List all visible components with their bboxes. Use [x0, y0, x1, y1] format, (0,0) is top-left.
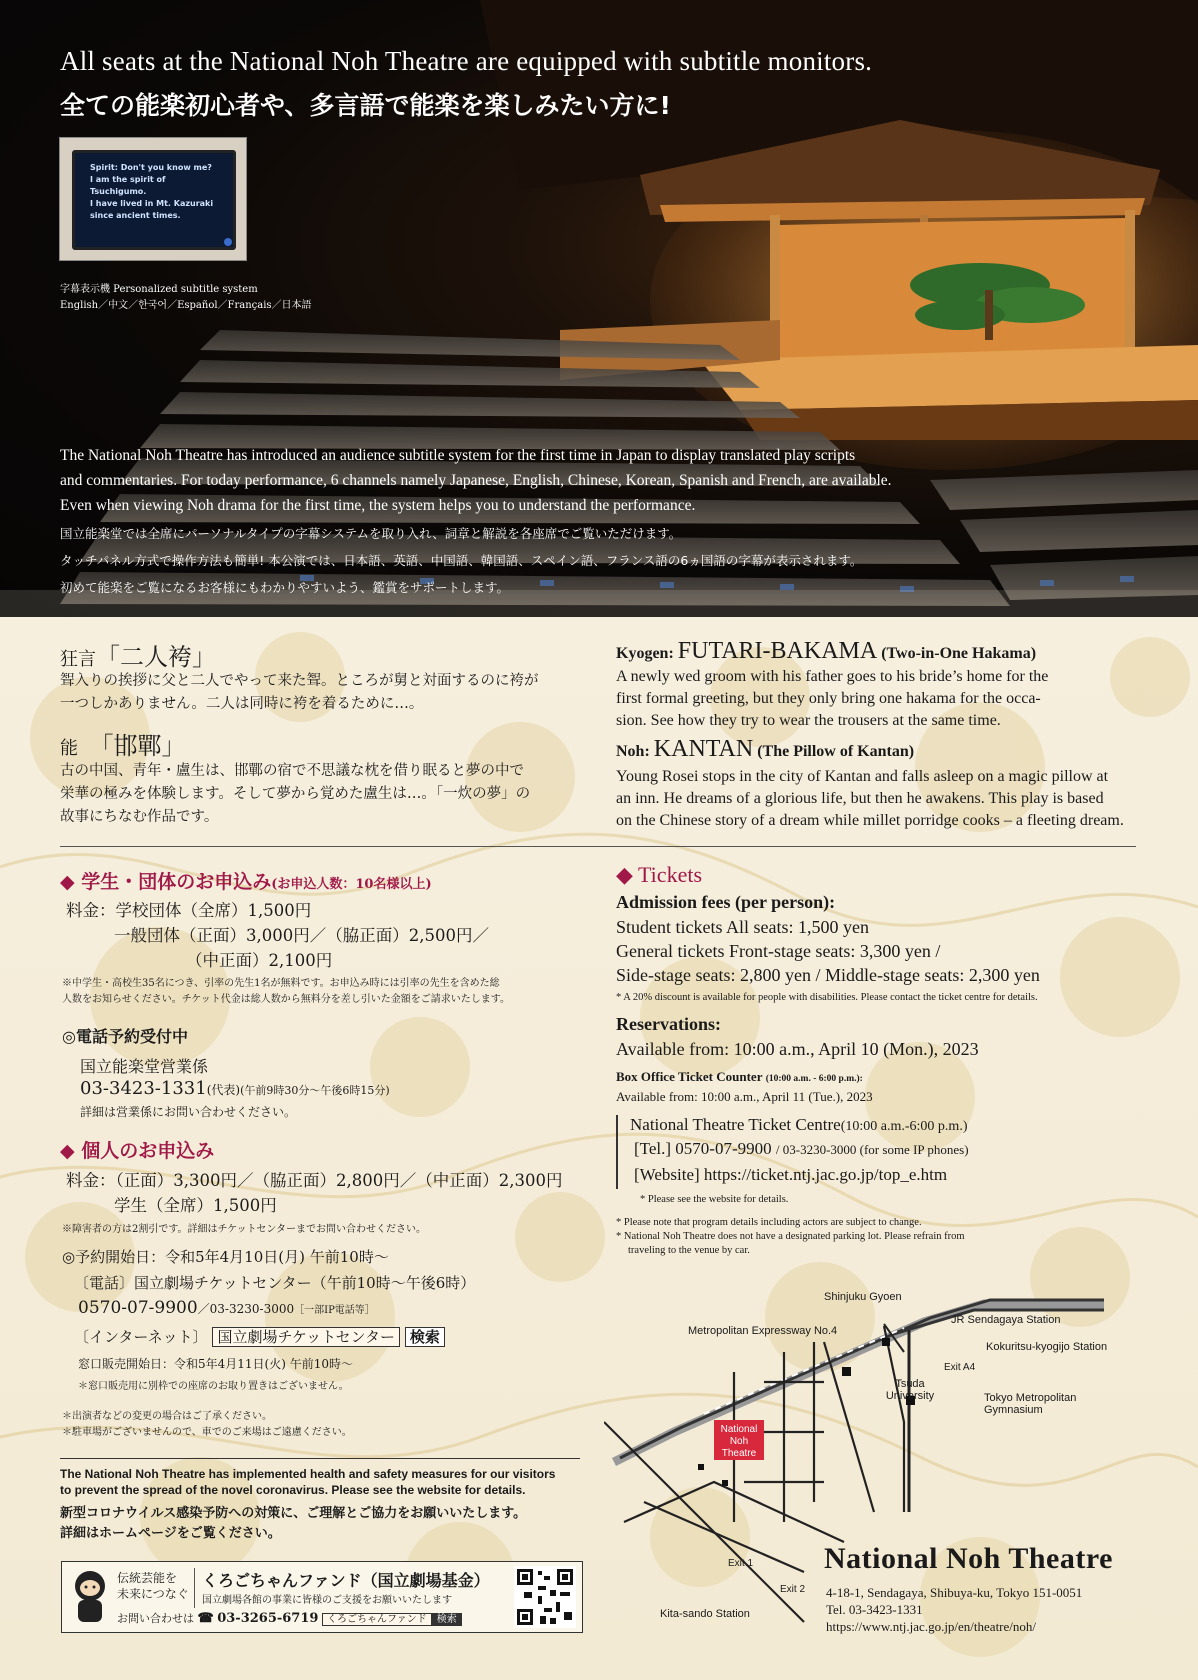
- phone-dept: 国立能楽堂営業係: [80, 1057, 209, 1076]
- box-office-date: Available from: 10:00 a.m., April 11 (Tue.), 2023: [616, 1089, 873, 1104]
- noh-genre-jp: 能: [60, 738, 78, 759]
- fund-title: くろごちゃんファンド（国立劇場基金）: [202, 1571, 490, 1590]
- reservations-date: Available from: 10:00 a.m., April 10 (Mon.), 2023: [616, 1039, 979, 1059]
- covid-notice-jp: [60, 1504, 526, 1544]
- fund-phone[interactable]: 03-3265-6719: [217, 1611, 319, 1626]
- intro-line: Even when viewing Noh drama for the first time, the system helps you to understand the performance.: [60, 497, 696, 514]
- note-line: traveling to the venue by car.: [628, 1245, 750, 1256]
- noh-name-jp: 「邯鄲」: [89, 732, 186, 760]
- fund-contact: [117, 1610, 462, 1626]
- fund-tag-line: 伝統芸能を: [117, 1571, 178, 1585]
- intro-paragraph-english: [60, 443, 892, 518]
- noh-name-en: KANTAN: [653, 736, 754, 762]
- fund-search-box[interactable]: くろごちゃんファンド: [322, 1613, 432, 1626]
- desc-line: 栄華の極みを体験します。そして夢から覚めた盧生は…。「一炊の夢」の: [60, 786, 531, 802]
- map-label-shinjuku: Shinjuku Gyoen: [824, 1291, 902, 1303]
- box-office-hours: (10:00 a.m. - 6:00 p.m.):: [765, 1074, 863, 1084]
- covid-line: 詳細はホームページをご覧ください。: [60, 1526, 281, 1541]
- fee-line: 料金：（正面）3,300円／（脇正面）2,800円／（中正面）2,300円: [66, 1171, 563, 1190]
- subtitle-monitor-photo: [59, 137, 247, 261]
- individual-notes: [62, 1409, 352, 1441]
- noh-marker-label: Noh: [729, 1436, 749, 1447]
- kyogen-desc-jp: [60, 670, 539, 716]
- desc-line: 故事にちなむ作品です。: [60, 809, 219, 825]
- theatre-contact: [826, 1584, 1082, 1635]
- desc-line: 古の中国、青年・盧生は、邯鄲の宿で不思議な枕を借り眠ると夢の中で: [60, 763, 524, 779]
- monitor-button-icon: [224, 238, 232, 246]
- ticket-tel[interactable]: [Tel.] 0570-07-9900: [634, 1139, 772, 1158]
- map-label-jr: JR Sendagaya Station: [951, 1314, 1061, 1326]
- kyogen-name-jp: 「二人袴」: [96, 643, 216, 671]
- kurogo-mascot-icon: [70, 1568, 110, 1626]
- desc-line: first formal greeting, but they only bring one hakama for the occa-: [616, 690, 1041, 707]
- desc-line: on the Chinese story of a dream while millet porridge cooks – a fleeting dream.: [616, 812, 1124, 829]
- noh-title-jp: [60, 726, 185, 761]
- hero-photo-section: [0, 0, 1198, 617]
- phone-heading: ◎電話予約受付中: [62, 1027, 188, 1046]
- phone-note: 詳細は営業係にお問い合わせください。: [80, 1105, 297, 1119]
- ticket-centre-search-box[interactable]: 国立劇場チケットセンター: [212, 1327, 400, 1347]
- fee-line: 料金：学校団体（全席）1,500円: [66, 901, 312, 920]
- intro-line-jp: 国立能楽堂では全席にパーソナルタイプの字幕システムを取り入れ、詞章と解説を各座席でご覧いただけます。: [60, 526, 682, 541]
- intro-line-jp: タッチパネル方式で操作方法も簡単! 本公演では、日本語、英語、中国語、韓国語、スペイン語、フランス語の6ヵ国語の字幕が表示されます。: [60, 553, 863, 568]
- ticket-centre-bar: [616, 1115, 618, 1189]
- desc-line: Young Rosei stops in the city of Kantan and falls asleep on a magic pillow at: [616, 768, 1109, 785]
- monitor-line: since ancient times.: [90, 211, 181, 220]
- fund-tagline: [117, 1570, 189, 1602]
- kyogen-genre-en: Kyogen:: [616, 645, 674, 662]
- note-line: ＊駐車場がございませんので、車でのご来場はご遠慮ください。: [62, 1427, 352, 1438]
- covid-line: The National Noh Theatre has implemented health and safety measures for our visitors: [60, 1467, 556, 1481]
- map-label-exit1: Exit 1: [728, 1558, 754, 1569]
- theatre-url[interactable]: https://www.ntj.jac.go.jp/en/theatre/noh/: [826, 1619, 1037, 1634]
- desc-line: an inn. He dreams of a glorious life, but then he awakens. This play is based: [616, 790, 1104, 807]
- covid-line: to prevent the spread of the novel coronavirus. Please see the website for details.: [60, 1483, 526, 1497]
- phone-icon: ☎: [197, 1611, 214, 1626]
- group-booking-heading: [60, 867, 432, 894]
- intro-line: The National Noh Theatre has introduced an audience subtitle system for the first time in Japan to display translated play scripts: [60, 447, 856, 464]
- kyogen-subtitle-en: (Two-in-One Hakama): [881, 645, 1037, 662]
- noh-desc-en: [616, 766, 1124, 832]
- desc-line: 聟入りの挨拶に父と二人でやって来た聟。ところが舅と対面するのに袴が: [60, 673, 539, 689]
- kyogen-title-jp: [60, 637, 216, 672]
- map-label-tsuda: Tsuda University: [885, 1378, 935, 1402]
- theatre-name: National Noh Theatre: [824, 1542, 1113, 1575]
- window-note: ＊窓口販売用に別枠での座席のお取り置きはございません。: [78, 1381, 349, 1392]
- monitor-caption: 字幕表示機 Personalized subtitle system: [60, 284, 258, 295]
- desc-line: sion. See how they try to wear the trousers at the same time.: [616, 712, 1001, 729]
- ticket-fees: [616, 915, 1040, 987]
- reservations-heading: Reservations:: [616, 1014, 721, 1034]
- tsuda-marker: [842, 1367, 851, 1376]
- noh-genre-en: Noh:: [616, 743, 650, 760]
- map-label-kita-sando: Kita-sando Station: [660, 1608, 750, 1620]
- note-line: ＊出演者などの変更の場合はご了承ください。: [62, 1411, 272, 1422]
- note-line: * Please note that program details including actors are subject to change.: [616, 1217, 922, 1228]
- intro-line: and commentaries. For today performance, 6 channels namely Japanese, English, Chinese, Korean, Spanish and French, are available.: [60, 472, 892, 489]
- monitor-line: I am the spirit of Tsuchigumo.: [90, 175, 166, 196]
- fee-line: 学生（全席）1,500円: [114, 1196, 277, 1215]
- ticket-tel-alt[interactable]: / 03-3230-3000 (for some IP phones): [775, 1142, 969, 1157]
- map-label-gym: Tokyo Metropolitan Gymnasium: [984, 1392, 1077, 1416]
- exit2-marker: [722, 1480, 728, 1486]
- fund-contact-label: お問い合わせは: [117, 1612, 194, 1625]
- group-head-small: (お申込人数：10名様以上): [271, 877, 432, 892]
- monitor-languages: English／中文／한국어／Español／Français／日本語: [60, 300, 312, 311]
- kyogen-genre-jp: 狂言: [60, 649, 96, 670]
- tickets-heading: ◆ Tickets: [616, 862, 703, 887]
- monitor-line: I have lived in Mt. Kazuraki: [90, 199, 214, 208]
- ticket-centre-tel: [634, 1139, 969, 1159]
- internet-label: 〔インターネット〕: [74, 1328, 208, 1346]
- map-label-exit2: Exit 2: [780, 1584, 806, 1595]
- note-line: * National Noh Theatre does not have a designated parking lot. Please refrain from: [616, 1231, 965, 1242]
- individual-booking-heading: ◆ 個人のお申込み: [60, 1140, 215, 1162]
- fee-line: Side-stage seats: 2,800 yen / Middle-stage seats: 2,300 yen: [616, 965, 1040, 985]
- group-head-text: ◆ 学生・団体のお申込み: [60, 871, 272, 893]
- covid-divider: [60, 1458, 580, 1459]
- headline-japanese: 全ての能楽初心者や、多言語で能楽を楽しみたい方に!: [60, 91, 671, 120]
- kurogo-fund-box: [61, 1561, 583, 1633]
- covid-notice-en: [60, 1466, 555, 1498]
- phone-number-line: [80, 1078, 390, 1099]
- individual-fees: [66, 1168, 562, 1218]
- kyogen-desc-en: [616, 666, 1048, 732]
- fund-subtitle: 国立劇場各館の事業に皆様のご支援をお願いいたします: [202, 1595, 452, 1606]
- kyogen-name-en: FUTARI-BAKAMA: [677, 638, 878, 664]
- section-divider: [60, 846, 1136, 847]
- note-line: 人数をお知らせください。チケット代金は総人数から無料分を差し引いた金額をご請求いたします。: [62, 994, 510, 1005]
- ticket-centre-title: National Theatre Ticket Centre: [630, 1115, 841, 1134]
- ticket-tel[interactable]: 0570-07-9900: [78, 1298, 198, 1318]
- note-line: ※中学生・高校生35名につき、引率の先生1名が無料です。お申込み時には引率の先生を含めた総: [62, 978, 500, 989]
- box-office-title: Box Office Ticket Counter: [616, 1069, 763, 1084]
- fee-line: 一般団体（正面）3,000円／（脇正面）2,500円／: [114, 926, 489, 945]
- group-note: [62, 976, 510, 1008]
- map-label-kokuritsu: Kokuritsu-kyogijo Station: [986, 1341, 1108, 1353]
- theatre-tel[interactable]: Tel. 03-3423-1331: [826, 1602, 923, 1617]
- tel-numbers: [78, 1298, 375, 1318]
- map-label-expressway: Metropolitan Expressway No.4: [688, 1325, 838, 1337]
- noh-marker-label: National: [720, 1424, 758, 1435]
- window-sales: 窓口販売開始日：令和5年4月11日(火) 午前10時〜: [78, 1357, 353, 1371]
- desc-line: A newly wed groom with his father goes to his bride’s home for the: [616, 668, 1049, 685]
- noh-subtitle-en: (The Pillow of Kantan): [757, 743, 915, 760]
- map-label-exit-a4: Exit A4: [944, 1362, 976, 1373]
- website-note: * Please see the website for details.: [640, 1194, 789, 1205]
- headline-english: All seats at the National Noh Theatre are equipped with subtitle monitors.: [60, 46, 873, 76]
- fees-heading: Admission fees (per person):: [616, 892, 836, 912]
- box-office-heading: [616, 1069, 863, 1085]
- booking-start: ◎予約開始日：令和5年4月10日(月) 午前10時〜: [62, 1248, 389, 1266]
- exit-a4-marker: [882, 1338, 890, 1346]
- search-button[interactable]: 検索: [405, 1327, 445, 1347]
- ticket-tel-alt[interactable]: ／03-3230-3000: [197, 1302, 295, 1316]
- noh-desc-jp: [60, 760, 530, 829]
- phone-number[interactable]: 03-3423-1331: [80, 1078, 207, 1099]
- ticket-centre-name: [630, 1115, 967, 1135]
- individual-note: ※障害者の方は2割引です。詳細はチケットセンターまでお問い合わせください。: [62, 1224, 426, 1235]
- noh-marker-label: Theatre: [721, 1448, 757, 1459]
- exit1-marker: [698, 1464, 704, 1470]
- noh-title-en: [616, 736, 914, 763]
- ticket-tel-alt-note: ［一部IP電話等］: [294, 1305, 375, 1316]
- intro-line-jp: 初めて能楽をご覧になるお客様にもわかりやすいよう、鑑賞をサポートします。: [60, 580, 510, 595]
- internet-line: [74, 1326, 445, 1347]
- fund-search-button[interactable]: 検索: [432, 1613, 462, 1626]
- covid-line: 新型コロナウイルス感染予防への対策に、ご理解とご協力をお願いいたします。: [60, 1506, 527, 1521]
- phone-rep: (代表): [206, 1083, 241, 1097]
- ticket-notes: [616, 1216, 965, 1258]
- desc-line: 一つしかありません。二人は同時に袴を着るために…。: [60, 696, 424, 712]
- fund-tag-line: 未来につなぐ: [117, 1587, 189, 1601]
- group-fees: [66, 898, 489, 973]
- tel-line: 〔電話〕国立劇場チケットセンター（午前10時〜午後6時）: [74, 1274, 476, 1292]
- qr-code-icon[interactable]: [514, 1566, 576, 1628]
- fee-line: （中正面）2,100円: [186, 951, 333, 970]
- fee-line: General tickets Front-stage seats: 3,300 yen /: [616, 941, 941, 961]
- ticket-centre-hours: (10:00 a.m.-6:00 p.m.): [840, 1119, 968, 1134]
- discount-note: * A 20% discount is available for people with disabilities. Please contact the ticket centre for details.: [616, 992, 1038, 1003]
- phone-hours: (午前9時30分〜午後6時15分): [240, 1084, 390, 1097]
- monitor-line: Spirit: Don't you know me?: [90, 163, 212, 172]
- fund-divider: [194, 1568, 195, 1608]
- intro-paragraph-japanese: [60, 520, 862, 601]
- ticket-website[interactable]: [Website] https://ticket.ntj.jac.go.jp/top_e.htm: [634, 1165, 948, 1184]
- theatre-address: 4-18-1, Sendagaya, Shibuya-ku, Tokyo 151-0051: [826, 1585, 1083, 1600]
- fee-line: Student tickets All seats: 1,500 yen: [616, 917, 869, 937]
- kyogen-title-en: [616, 638, 1036, 665]
- monitor-screen-text: [90, 162, 220, 222]
